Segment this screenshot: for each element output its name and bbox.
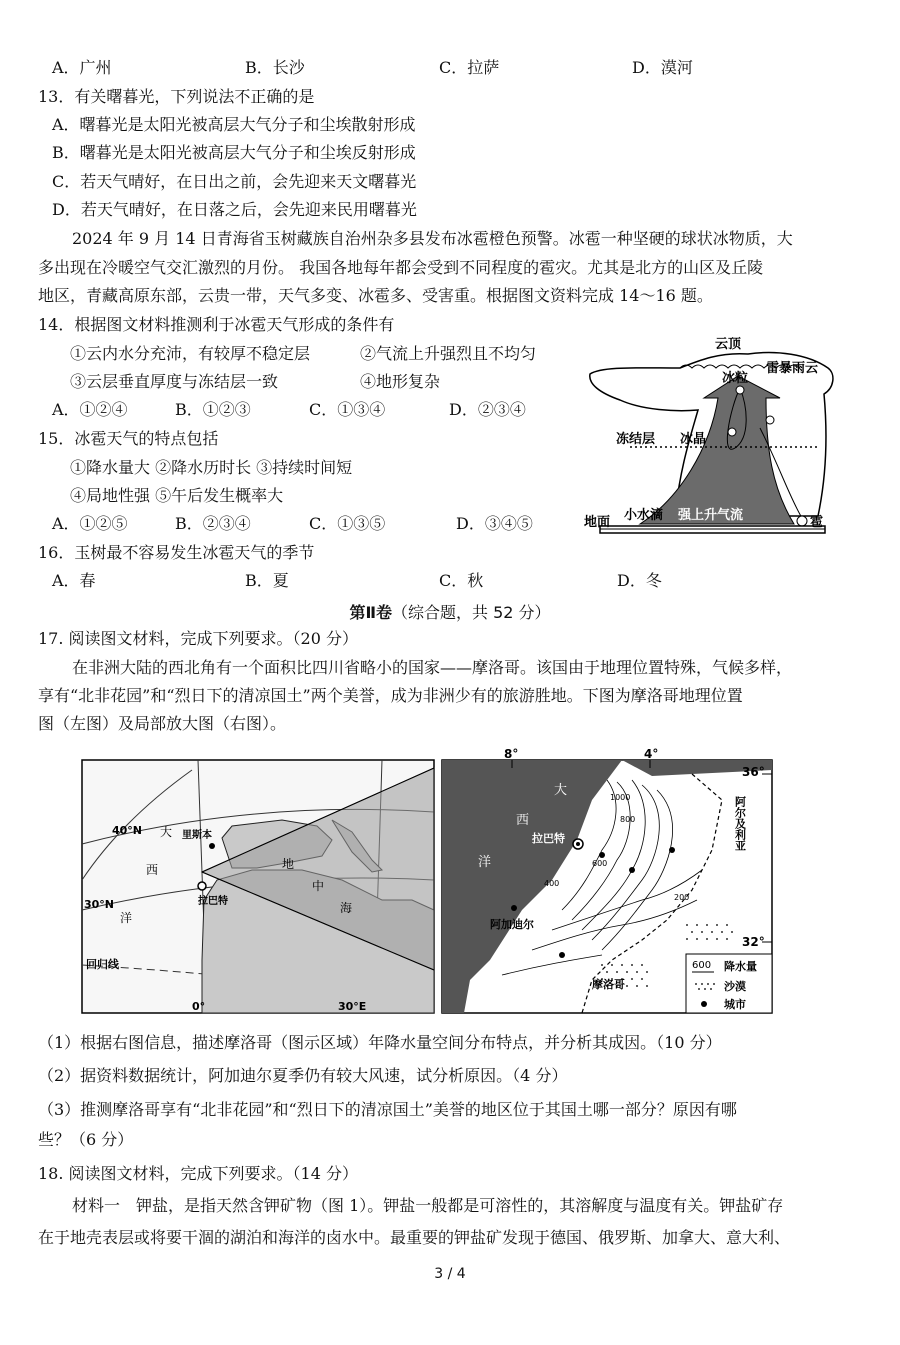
- q17-sub-1: （1）根据右图信息，描述摩洛哥（图示区域）年降水量空间分布特点，并分析其成因。（10 分）: [38, 1033, 722, 1052]
- city-dot-4: [669, 847, 675, 853]
- q13-option-b: B．曙暮光是太阳光被高层大气分子和尘埃反射形成: [52, 143, 416, 162]
- q15-option-a: A．①②⑤: [52, 514, 128, 533]
- q13-option-a: A．曙暮光是太阳光被高层大气分子和尘埃散射形成: [52, 115, 416, 134]
- q17-sub-3-cont: 些？（6 分）: [38, 1130, 134, 1149]
- q14-option-a: A．①②④: [52, 400, 128, 419]
- label-contour-800: 800: [620, 815, 636, 824]
- city-dot-1: [599, 852, 605, 858]
- legend-city-swatch: [701, 1001, 707, 1007]
- q16-option-c: C．秋: [439, 571, 484, 590]
- label-med-1: 地: [282, 857, 295, 871]
- city-dot-2: [629, 867, 635, 873]
- q14-stem: 14．根据图文材料推测利于冰雹天气形成的条件有: [38, 315, 395, 334]
- q15-option-d: D．③④⑤: [456, 514, 533, 533]
- hail-dot-ground: [797, 516, 807, 526]
- label-lisbon: 里斯本: [182, 830, 212, 841]
- q17-sub-3: （3）推测摩洛哥享有“北非花园”和“烈日下的清凉国土”美誉的地区位于其国土哪一部分？原因有哪: [38, 1100, 737, 1119]
- page-number: 3 / 4: [434, 1266, 466, 1282]
- q16-option-a: A．春: [52, 571, 96, 590]
- label-contour-600: 600: [592, 859, 608, 868]
- q13-option-c: C．若天气晴好，在日出之前，会先迎来天文曙暮光: [52, 172, 417, 191]
- lisbon-dot: [209, 843, 215, 849]
- q17-sub-2: （2）据资料数据统计，阿加迪尔夏季仍有较大风速，试分析原因。（4 分）: [38, 1066, 568, 1085]
- q13-stem: 13．有关曙暮光，下列说法不正确的是: [38, 87, 315, 106]
- label-med-2: 中: [312, 879, 325, 893]
- label-atlantic-2: 西: [146, 863, 159, 877]
- q17-stem: 17. 阅读图文材料，完成下列要求。（20 分）: [38, 629, 358, 648]
- label-morocco: 摩洛哥: [592, 978, 625, 991]
- label-ice-grain: 冰粒: [722, 371, 749, 386]
- hail-formation-diagram: [580, 328, 840, 538]
- q14-option-d: D．②③④: [449, 400, 526, 419]
- label-contour-400: 400: [544, 879, 560, 888]
- label-cloud-top: 云顶: [715, 337, 742, 352]
- q16-option-d: D．冬: [617, 571, 662, 590]
- label-contour-200: 200: [674, 893, 690, 902]
- q17-para-line-1: 在非洲大陆的西北角有一个面积比四川省略小的国家——摩洛哥。该国由于地理位置特殊，气候多样，: [72, 658, 793, 677]
- q12-option-c: C．拉萨: [439, 58, 500, 77]
- hail-paragraph-line-3: 地区，青藏高原东部，云贵一带，天气多变、冰雹多、受害重。根据图文资料完成 14～16 题。: [38, 286, 713, 305]
- q12-option-a: A．广州: [52, 58, 112, 77]
- label-droplet: 小水滴: [624, 508, 664, 523]
- q16-stem: 16．玉树最不容易发生冰雹天气的季节: [38, 543, 315, 562]
- label-rabat: 拉巴特: [198, 896, 228, 907]
- label-lon8: 8°: [504, 747, 519, 761]
- label-atlantic-3: 洋: [478, 855, 492, 870]
- section-2-heading: [0, 600, 900, 623]
- label-lon4: 4°: [644, 747, 659, 761]
- section-2-title: 第Ⅱ卷: [349, 603, 392, 622]
- q14-option-b: B．①②③: [175, 400, 251, 419]
- rabat-dot: [198, 882, 206, 890]
- q15-option-b: B．②③④: [175, 514, 251, 533]
- label-updraft: 强上升气流: [678, 508, 744, 523]
- label-lat40: 40°N: [112, 824, 143, 837]
- city-dot-3: [559, 952, 565, 958]
- q15-items-line-2: ④局地性强 ⑤午后发生概率大: [70, 486, 284, 505]
- hail-paragraph-line-2: 多出现在冷暖空气交汇激烈的月份。 我国各地每年都会受到不同程度的雹灾。尤其是北方的山区及丘陵: [38, 258, 764, 277]
- label-contour-1000: 1000: [610, 793, 631, 802]
- q12-option-b: B．长沙: [245, 58, 305, 77]
- label-med-3: 海: [340, 901, 353, 915]
- ice-grain-dot: [736, 386, 744, 394]
- hail-dot-mid: [766, 416, 774, 424]
- label-atlantic-1: 大: [160, 825, 173, 839]
- ice-crystal-dot: [728, 428, 736, 436]
- q16-option-b: B．夏: [245, 571, 289, 590]
- label-ice-crystal: 冰晶: [680, 432, 707, 447]
- q15-option-c: C．①③⑤: [309, 514, 386, 533]
- label-atlantic-3: 洋: [120, 911, 133, 925]
- legend-isohyet-value: 600: [692, 960, 712, 971]
- q13-option-d: D．若天气晴好，在日落之后，会先迎来民用曙暮光: [52, 200, 417, 219]
- agadir-city-dot: [511, 905, 517, 911]
- q18-para-line-1: 材料一 钾盐，是指天然含钾矿物（图 1）。钾盐一般都是可溶性的，其溶解度与温度有关。钾盐矿存: [72, 1196, 784, 1215]
- q15-items-line-1: ①降水量大 ②降水历时长 ③持续时间短: [70, 458, 353, 477]
- label-algeria: 阿尔及利亚: [733, 796, 747, 851]
- label-lon0: 0°: [192, 1000, 206, 1013]
- legend-isohyet-label: 降水量: [724, 960, 757, 973]
- label-atlantic-1: 大: [554, 783, 568, 798]
- section-2-note: （综合题，共 52 分）: [392, 603, 551, 622]
- q18-stem: 18. 阅读图文材料，完成下列要求。（14 分）: [38, 1164, 358, 1183]
- label-ground: 地面: [584, 515, 611, 530]
- label-lon30: 30°E: [338, 1000, 367, 1013]
- q14-item-4: ④地形复杂: [360, 372, 441, 391]
- q17-para-line-3: 图（左图）及局部放大图（右图）。: [38, 714, 287, 733]
- morocco-location-map: [82, 760, 434, 1013]
- q14-option-c: C．①③④: [309, 400, 386, 419]
- label-lat30: 30°N: [84, 898, 115, 911]
- label-hail: 雹: [810, 515, 824, 530]
- label-lat32: 32°: [742, 935, 765, 949]
- label-freezing-layer: 冻结层: [616, 432, 656, 447]
- morocco-detail-map: [442, 747, 772, 1013]
- label-atlantic-2: 西: [516, 813, 530, 828]
- q17-para-line-2: 享有“北非花园”和“烈日下的清凉国土”两个美誉，成为非洲少有的旅游胜地。下图为摩洛哥地理位置: [38, 686, 743, 705]
- q15-stem: 15．冰雹天气的特点包括: [38, 429, 219, 448]
- q14-item-1: ①云内水分充沛，有较厚不稳定层: [70, 344, 311, 363]
- label-tropic: 回归线: [86, 958, 119, 971]
- legend-desert-label: 沙漠: [724, 980, 746, 993]
- q12-option-d: D．漠河: [632, 58, 693, 77]
- label-agadir: 阿加迪尔: [490, 918, 534, 931]
- label-lat36: 36°: [742, 765, 765, 779]
- q18-para-line-2: 在于地壳表层或将要干涸的湖泊和海洋的卤水中。最重要的钾盐矿发现于德国、俄罗斯、加拿大、意大利、: [38, 1228, 791, 1247]
- q14-item-2: ②气流上升强烈且不均匀: [360, 344, 537, 363]
- hail-paragraph-line-1: 2024 年 9 月 14 日青海省玉树藏族自治州杂多县发布冰雹橙色预警。冰雹一种坚硬的球状冰物质，大: [72, 229, 793, 248]
- q14-item-3: ③云层垂直厚度与冻结层一致: [70, 372, 279, 391]
- label-storm-cloud: 雷暴雨云: [766, 361, 819, 376]
- legend-city-label: 城市: [724, 998, 746, 1011]
- label-rabat: 拉巴特: [532, 832, 565, 845]
